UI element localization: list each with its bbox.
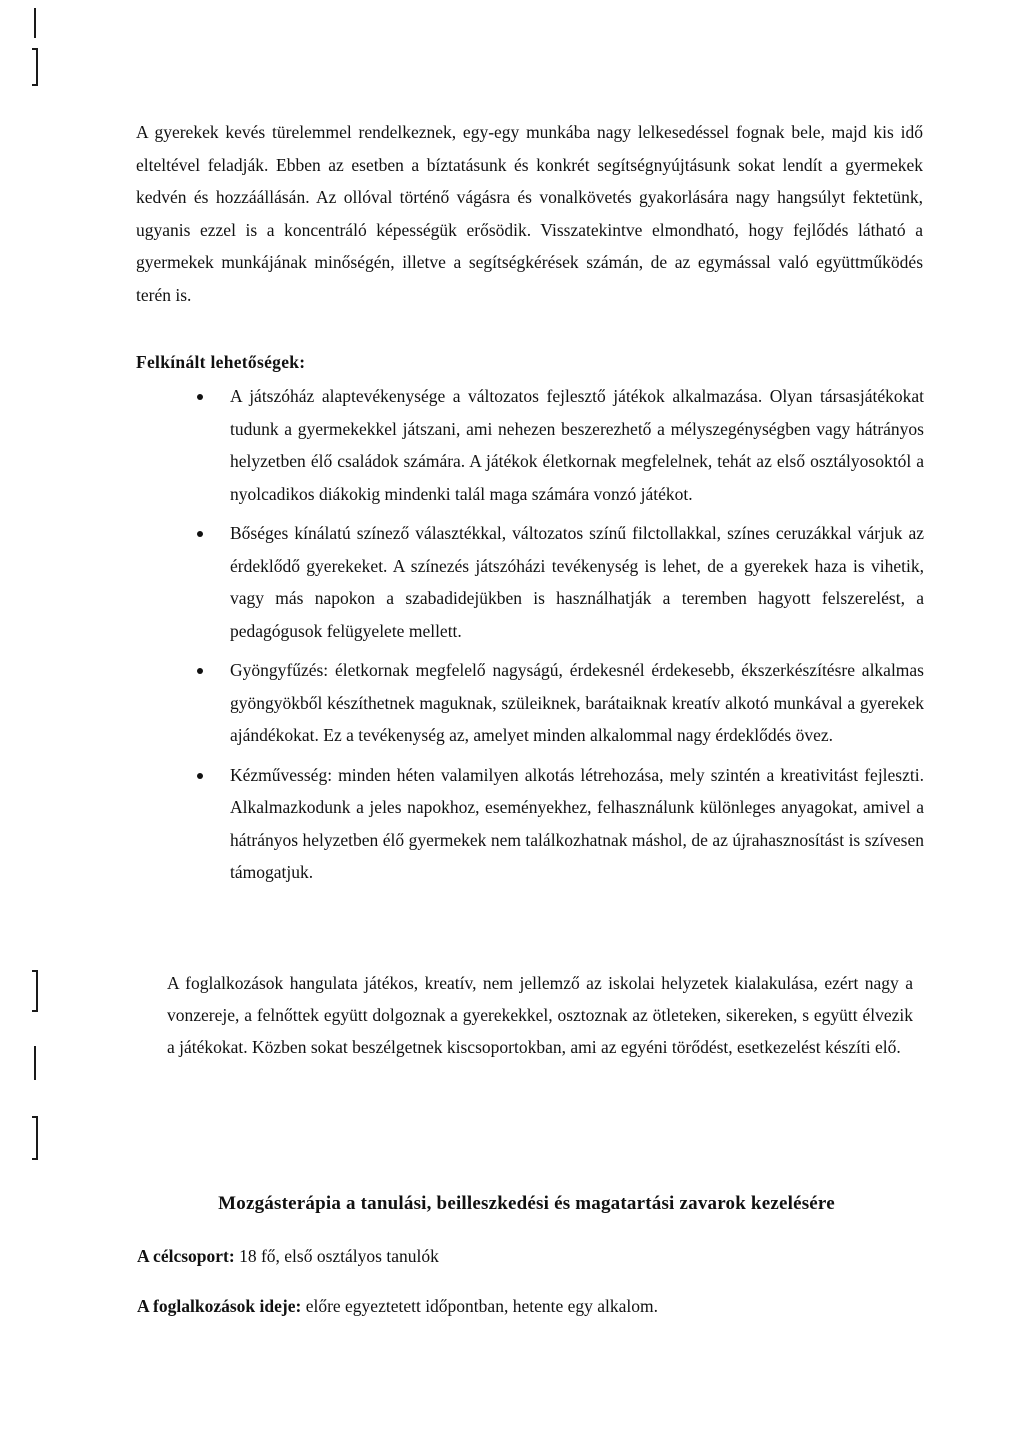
list-item xyxy=(196,380,924,510)
list-item xyxy=(196,654,924,752)
session-time-value: előre egyeztetett időpontban, hetente egy alkalom. xyxy=(301,1296,658,1316)
section-title: Mozgásterápia a tanulási, beilleszkedési és magatartási zavarok kezelésére xyxy=(218,1193,835,1214)
target-group-line xyxy=(137,1246,439,1267)
intro-paragraph: A gyerekek kevés türelemmel rendelkeznek, egy-egy munkába nagy lelkesedéssel fognak bele, majd kis idő elteltével feladják. Ebben az esetben a bíztatásunk és konkrét segítségnyújtásunk sokat lendít a gyermekek kedvén és hozzáállásán. Az ollóval történő vágásra és vonalkövetés gyakorlására nagy hangsúlyt fektetünk, ugyanis ezzel is a koncentráló képességük erősödik. Visszatekintve elmondható, hogy fejlődés látható a gyermekek munkájának minőségén, illetve a segítségkérések számán, de az egymással való együttműködés terén is. xyxy=(136,122,923,305)
list-item-text: Kézművesség: minden héten valamilyen alkotás létrehozása, mely szintén a kreativitást fejleszti. Alkalmazkodunk a jeles napokhoz, eseményekhez, felhasználunk különleges anyagokat, amivel a hátrányos helyzetben élő gyermekek nem találkozhatnak máshol, de az újrahasznosítást is szívesen támogatjuk. xyxy=(230,764,924,882)
list-item-text: Gyöngyfűzés: életkornak megfelelő nagyságú, érdekesnél érdekesebb, ékszerkészítésre alkalmas gyöngyökből készíthetnek maguknak, szüleiknek, barátaiknak kreatív alkotó munkával a gyerekek ajándékokat. Ez a tevékenység az, amelyet minden alkalommal nagy érdeklődés övez. xyxy=(230,660,924,745)
bullet-icon xyxy=(197,773,203,779)
bullet-icon xyxy=(197,394,203,400)
list-item-text: Bőséges kínálatú színező választékkal, változatos színű filctollakkal, színes ceruzákkal várjuk az érdeklődő gyerekeket. A színezés játszóházi tevékenység is lehet, de a gyerekek haza is vihetik, vagy más napokon a szabadidejükben is használhatják a teremben hagyott felszerelést, a pedagógusok felügyelete mellett. xyxy=(230,523,924,641)
bullet-icon xyxy=(197,531,203,537)
bullet-icon xyxy=(197,668,203,674)
list-item xyxy=(196,759,924,889)
session-time-line xyxy=(137,1296,658,1317)
offers-heading: Felkínált lehetőségek: xyxy=(136,352,306,372)
offers-list xyxy=(196,380,924,896)
session-time-label: A foglalkozások ideje: xyxy=(137,1296,302,1316)
target-group-value: 18 fő, első osztályos tanulók xyxy=(234,1246,439,1266)
list-item xyxy=(196,517,924,647)
target-group-label: A célcsoport: xyxy=(137,1246,235,1266)
list-item-text: A játszóház alaptevékenysége a változatos fejlesztő játékok alkalmazása. Olyan társasjátékokat tudunk a gyermekekkel játszani, ami nehezen beszerezhető a mélyszegénységben vagy hátrányos helyzetben élő családok számára. A játékok életkornak megfelelnek, tehát az első osztályosoktól a nyolcadikos diákokig mindenki talál maga számára vonzó játékot. xyxy=(230,386,924,504)
closing-paragraph: A foglalkozások hangulata játékos, kreatív, nem jellemző az iskolai helyzetek kialakulása, ezért nagy a vonzereje, a felnőttek együtt dolgoznak a gyerekekkel, osztoznak az ötleteken, sikereken, s együtt élvezik a játékokat. Közben sokat beszélgetnek kiscsoportokban, ami az egyéni törődést, esetkezelést készíti elő. xyxy=(167,973,913,1057)
